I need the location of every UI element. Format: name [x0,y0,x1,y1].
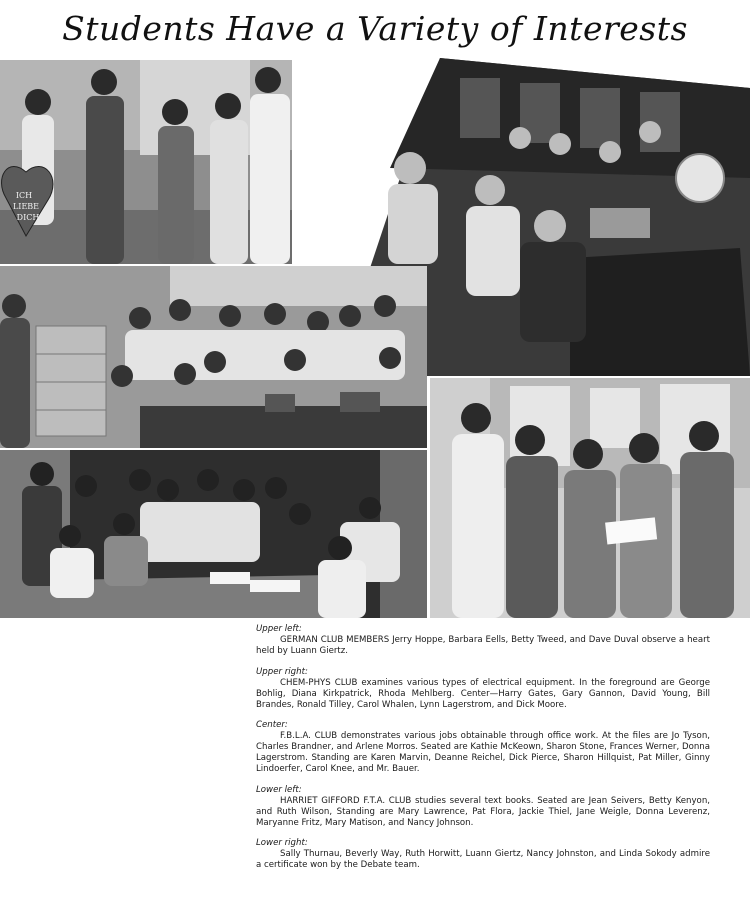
photo-fta-club [0,450,427,618]
photo-chem-phys-club [370,58,750,376]
caption-text: HARRIET GIFFORD F.T.A. CLUB studies several text books. Seated are Jean Seivers, Betty Kenyon, and Ruth Wilson, Standing are Mary Lawrence, Pat Flora, Jackie Thiel, Jane Weigle, Donna Leverenz, Maryanne Fritz, Mary Matison, and Nancy Johnson. [256,795,710,828]
caption-label: Lower left: [256,784,302,795]
caption-label: Upper right: [256,666,308,677]
caption-center [256,720,710,775]
caption-text: GERMAN CLUB MEMBERS Jerry Hoppe, Barbara Eells, Betty Tweed, and Dave Duval observe a heart held by Luann Giertz. [256,635,710,656]
caption-lower-left [256,785,710,829]
caption-label: Upper left: [256,624,302,634]
photo-fbla-club [0,266,427,448]
heart-sign-text-1: ICH [15,191,33,200]
caption-text: F.B.L.A. CLUB demonstrates various jobs obtainable through office work. At the files are Jo Tyson, Charles Brandner, and Arlene Morros. Seated are Kathie McKeown, Sharon Stone, Frances Werner, Donna Lagerstrom. Standing are Karen Marvin, Deanne Reichel, Dick Pierce, Sharon Hillquist, Pat Miller, Ginny Lindoerfer, Carol Knee, and Mr. Bauer. [256,731,710,774]
photo-debate-certificate [430,378,750,618]
heart-sign-text-2: LIEBE [12,202,40,211]
caption-text: CHEM-PHYS CLUB examines various types of electrical equipment. In the foreground are George Bohlig, Diana Kirkpatrick, Rhoda Mehlberg. Center—Harry Gates, Gary Gannon, David Young, Bill Brandes, Ronald Tilley, Carol Whalen, Lynn Lagerstrom, and Dick Moore. [256,677,710,710]
heart-sign-text-3: DICH [16,213,40,222]
captions [256,624,710,881]
caption-text: Sally Thurnau, Beverly Way, Ruth Horwitt, Luann Giertz, Nancy Johnston, and Linda Sokody admire a certificate won by the Debate team. [256,849,710,870]
caption-upper-right [256,667,710,711]
caption-label: Center: [256,720,288,730]
caption-upper-left [256,624,710,657]
caption-label: Lower right: [256,838,308,848]
photo-german-club [0,60,292,264]
page-title: Students Have a Variety of Interests [62,9,688,48]
caption-lower-right [256,838,710,871]
